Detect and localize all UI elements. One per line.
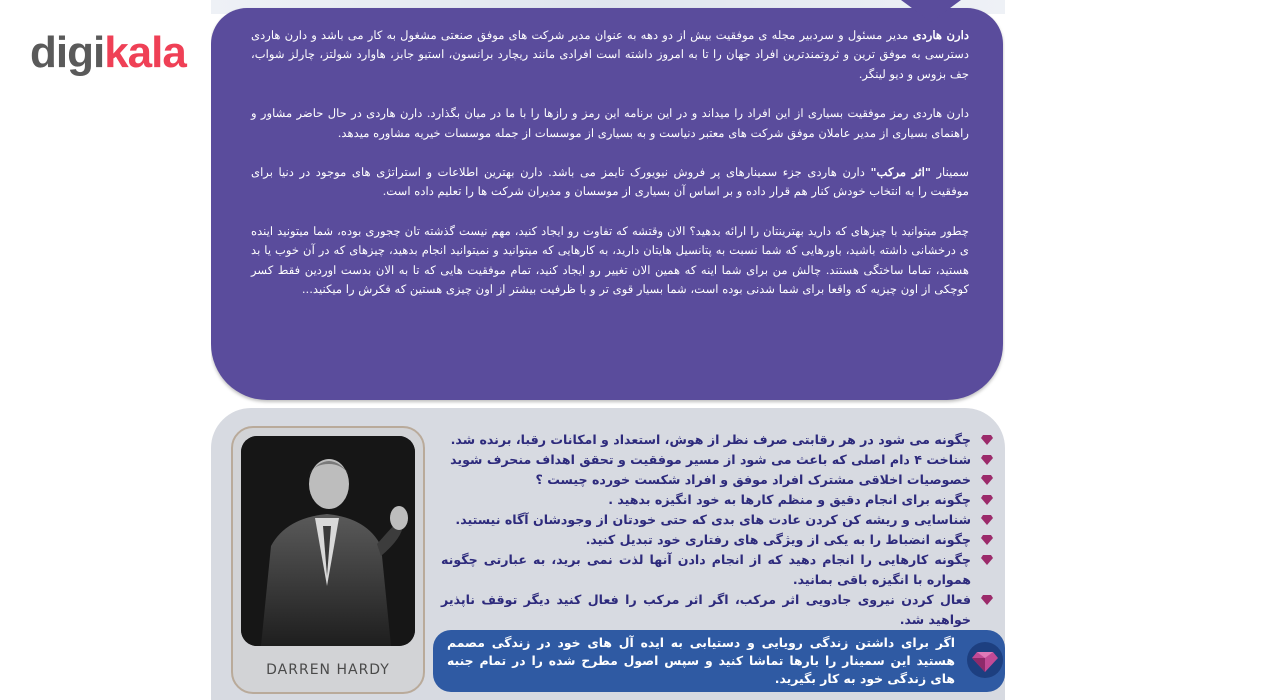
gem-bullet-icon — [981, 535, 993, 545]
feature-item — [441, 550, 993, 590]
feature-item-text: شناسایی و ریشه کن کردن عادت های بدی که حتی خودتان از وجودشان آگاه نیستید. — [455, 512, 971, 527]
paragraph-3 — [251, 163, 969, 202]
feature-item — [441, 590, 993, 630]
feature-item-text: فعال کردن نیروی جادویی اثر مرکب، اگر اثر مرکب را فعال کنید دیگر توقف ناپذیر خواهید شد. — [441, 592, 971, 627]
feature-item-text: چگونه کارهایی را انجام دهید که از انجام دادن آنها لذت نمی برید، به عبارتی چگونه همواره با انگیزه باقی بمانید. — [441, 552, 971, 587]
feature-item — [441, 530, 993, 550]
gem-bullet-icon — [981, 475, 993, 485]
feature-item-text: چگونه برای انجام دقیق و منظم کارها به خود انگیزه بدهید . — [608, 492, 971, 507]
highlight-box — [433, 630, 1005, 692]
feature-item-text: خصوصیات اخلاقی مشترک افراد موفق و افراد شکست خورده چیست ؟ — [535, 472, 971, 487]
digikala-logo[interactable] — [30, 28, 186, 78]
feature-item — [441, 510, 993, 530]
paragraph-3-start: سمینار — [930, 165, 969, 180]
logo-red-part: kala — [104, 28, 186, 77]
gem-bullet-icon — [981, 515, 993, 525]
feature-item-text: چگونه می شود در هر رقابتی صرف نظر از هوش، استعداد و امکانات رقبا، برنده شد. — [450, 432, 971, 447]
name-bold: دارن هاردی — [912, 28, 969, 42]
feature-item — [441, 470, 993, 490]
feature-item — [441, 450, 993, 470]
gem-bullet-icon — [981, 555, 993, 565]
seminar-title-bold: "اثر مرکب" — [870, 165, 931, 180]
feature-item-text: چگونه انضباط را به یکی از ویژگی های رفتاری خود تبدیل کنید. — [585, 532, 971, 547]
feature-item-text: شناخت ۴ دام اصلی که باعث می شود از مسیر موفقیت و تحقق اهداف منحرف شوید — [450, 452, 971, 467]
paragraph-2: دارن هاردی رمز موفقیت بسیاری از این افراد را میداند و در این برنامه این رمز و رازها را با ما در میان بگذارد. دارن هاردی در حال حاضر مشاور و راهنمای بسیاری از مدیر عاملان موفق شرکت های معتبر دنیاست و به بسیاری از موسسات از جمله موسسات خیریه مشاوره میدهد. — [251, 106, 969, 140]
logo-grey-part: digi — [30, 28, 105, 77]
paragraph-1-text: مدیر مسئول و سردبیر مجله ی موفقیت بیش از دو دهه به عنوان مدیر شرکت های موفق صنعتی مشغول به کار می باشد و دارن هاردی دسترسی به موفق ترین و ثروتمندترین افراد جهان را تا به امروز داشته است افرادی مانند ریچارد برانسون، استیو جابز، هاوارد شولتز، چارلز شواب، جف بزوس و دیو لینگر. — [251, 28, 969, 81]
feature-item — [441, 490, 993, 510]
diamond-icon — [967, 642, 1003, 678]
paragraph-4: چطور میتوانید با چیزهای که دارید بهترینتان را ارائه بدهید؟ الان وقتشه که تفاوت رو ایجاد کنید، مهم نیست گذشته تان چجوری بوده، شما میتونید اینده ی درخشانی داشته باشید، باورهایی که شما نسبت به پتانسیل هایتان دارید، به کارهایی که میتوانید و نمیتوانید انجام بدهید، چیزهای که در آن خوب یا بد هستید، تماما ساختگی هستند. چالش من برای شما اینه که همین الان تغییر رو ایجاد کنید، تمام موفقیت هایی که تا به الان بدست اوردین فقط کسر کوچکی از اون چیزیه که واقعا برای شما شدنی بوده است، شما بسیار قوی تر و با ظرفیت بیشتر از اون چیزی هستین که فکرش را میکنید... — [251, 223, 969, 297]
biography-panel — [211, 8, 1003, 400]
features-section — [211, 408, 1005, 700]
paragraph-3-text: دارن هاردی جزء سمینارهای پر فروش نیویورک تایمز می باشد. دارن بهترین اطلاعات و استراتژی های موجود در دنیا برای موفقیت را به انتخاب خودش کنار هم قرار داده و بر اساس آن بسیاری از موسسان و مدیران شرکت ها را تعلیم داده است. — [251, 165, 969, 199]
product-description-image — [211, 0, 1005, 700]
gem-bullet-icon — [981, 435, 993, 445]
gem-bullet-icon — [981, 495, 993, 505]
gem-bullet-icon — [981, 595, 993, 605]
speaker-caption: DARREN HARDY — [266, 662, 390, 678]
photo-frame — [231, 426, 425, 694]
highlight-text: اگر برای داشتن زندگی رویایی و دستیابی به ایده آل های خود در زندگی مصمم هستید این سمینار را بارها تماشا کنید و سپس اصول مطرح شده را در تمام جنبه های زندگی خود به کار بگیرید. — [447, 635, 955, 686]
speaker-photo — [241, 436, 415, 646]
feature-item — [441, 430, 993, 450]
gem-bullet-icon — [981, 455, 993, 465]
paragraph-1 — [251, 26, 969, 84]
feature-list — [441, 430, 993, 630]
biography-text — [251, 26, 969, 319]
